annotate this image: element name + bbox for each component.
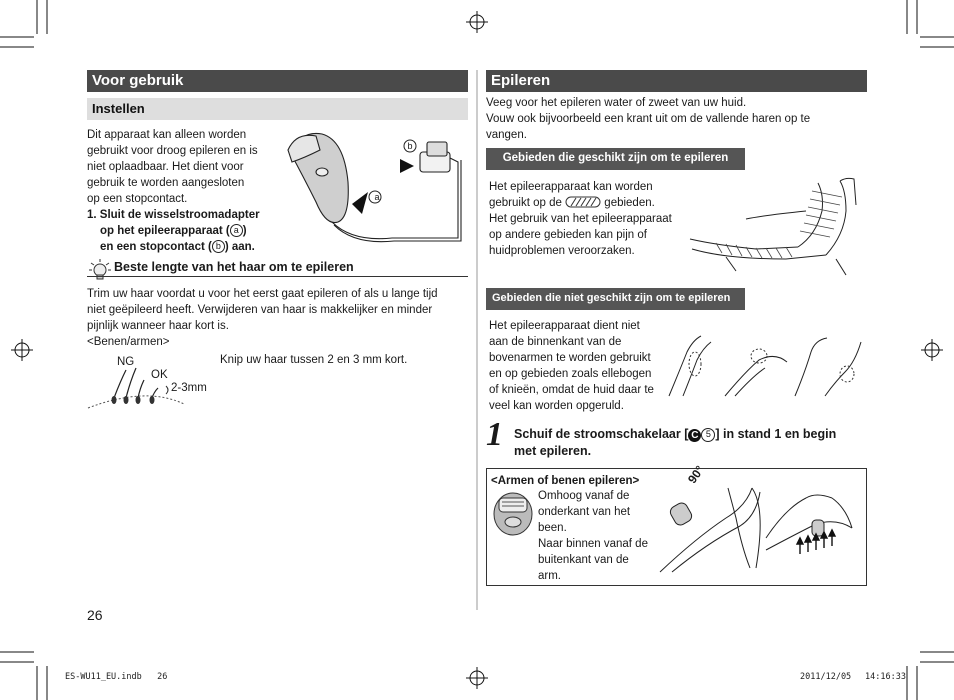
intro-line: Dit apparaat kan alleen worden — [87, 129, 247, 141]
callout-a-label: a — [374, 192, 380, 202]
intro-line: vangen. — [486, 129, 527, 141]
suitable-areas-text — [489, 179, 689, 259]
footer-date: 2011/12/05 — [800, 672, 852, 682]
suitable-line: op andere gebieden kan pijn of — [489, 229, 647, 241]
epilation-direction-illustration — [656, 478, 864, 574]
registration-mark-bottom — [466, 667, 488, 689]
suitable-line: Het gebruik van het epileerapparaat — [489, 213, 672, 225]
step-number: 1. — [87, 209, 97, 221]
page-number: 26 — [87, 607, 103, 623]
suitable-line: huidproblemen veroorzaken. — [489, 245, 635, 257]
arms-legs-box-title: <Armen of benen epileren> — [491, 475, 640, 487]
arrow-a-icon — [352, 192, 368, 214]
intro-line: gebruik te worden aangesloten — [87, 177, 245, 189]
tip-divider — [87, 276, 468, 277]
footer-time: 14:16:33 — [865, 672, 906, 682]
step-1-instructions — [87, 207, 287, 255]
tip-title: Beste lengte van het haar om te epileren — [114, 260, 354, 274]
subsection-title-instellen: Instellen — [87, 98, 468, 120]
arrow-b-icon — [400, 159, 414, 173]
step-line: ) aan. — [224, 241, 255, 253]
tip-line: pijnlijk wanneer haar kort is. — [87, 320, 229, 332]
tip-line: Trim uw haar voordat u voor het eerst gaat epileren of als u lange tijd — [87, 288, 438, 300]
section-title-epileren: Epileren — [486, 70, 867, 92]
instellen-intro — [87, 127, 277, 207]
unsuitable-areas-text — [489, 318, 689, 414]
suitable-line: Het epileerapparaat kan worden — [489, 181, 653, 193]
step-line: ) — [242, 225, 247, 237]
step-1-text — [514, 426, 869, 460]
epilator-head-icon — [492, 490, 534, 536]
epileren-intro — [486, 95, 867, 143]
unsuitable-line: en op gebieden zoals ellebogen — [489, 368, 652, 380]
unsuitable-line: aan de binnenkant van de — [489, 336, 622, 348]
step-number-1: 1 — [486, 416, 503, 453]
callout-a-marker: a — [230, 224, 243, 237]
intro-line: Veeg voor het epileren water of zweet van uw huid. — [486, 97, 747, 109]
hair-ok-label: OK — [151, 369, 168, 381]
unsuitable-line: bovenarmen te worden gebruikt — [489, 352, 651, 364]
unsuitable-line: Het epileerapparaat dient niet — [489, 320, 640, 332]
box-line: been. — [538, 522, 567, 534]
intro-line: niet oplaadbaar. Het dient voor — [87, 161, 244, 173]
suitable-line: gebruikt op de — [489, 197, 562, 209]
step-line: Sluit de wisselstroomadapter — [99, 209, 260, 221]
arms-legs-box-text — [538, 488, 658, 584]
tip-line: niet geëpileerd heeft. Verwijderen van haar is makkelijker en minder — [87, 304, 433, 316]
registration-mark-top — [466, 11, 488, 33]
box-line: Omhoog vanaf de — [538, 490, 630, 502]
step-text: ] in stand 1 en begin — [715, 427, 837, 441]
part-5-badge: 5 — [701, 428, 715, 442]
unsuitable-areas-illustration — [665, 332, 867, 398]
step-line: en een stopcontact ( — [100, 241, 212, 253]
suitable-line: gebieden. — [604, 197, 655, 209]
epilator-adapter-illustration — [282, 122, 468, 247]
unsuitable-line: veel kan worden opgeruld. — [489, 400, 624, 412]
suitable-areas-illustration — [686, 175, 864, 278]
box-line: onderkant van het — [538, 506, 631, 518]
hair-length-label: 2-3mm — [171, 382, 207, 394]
angle-label: 90° — [685, 463, 707, 487]
callout-b-marker: b — [212, 240, 225, 253]
unsuitable-areas-title: Gebieden die niet geschikt zijn om te epileren — [486, 288, 745, 310]
registration-mark-right — [921, 339, 943, 361]
hair-ng-label: NG — [117, 356, 135, 368]
trim-note: Knip uw haar tussen 2 en 3 mm kort. — [220, 354, 408, 366]
box-line: buitenkant van de — [538, 554, 629, 566]
suitable-areas-title: Gebieden die geschikt zijn om te epileren — [486, 148, 745, 170]
intro-line: op een stopcontact. — [87, 193, 188, 205]
callout-b-label: b — [407, 141, 413, 151]
footer-file: ES-WU11_EU.indb 26 — [65, 672, 168, 682]
legs-arms-label: <Benen/armen> — [87, 336, 170, 348]
hatched-area-icon — [565, 196, 601, 208]
part-c-badge: C — [688, 429, 701, 442]
registration-mark-left — [11, 339, 33, 361]
intro-line: gebruikt voor droog epileren en is — [87, 145, 258, 157]
step-text: met epileren. — [514, 444, 592, 458]
section-title-voor-gebruik: Voor gebruik — [87, 70, 468, 92]
unsuitable-line: of knieën, omdat de huid daar te — [489, 384, 654, 396]
step-text: Schuif de stroomschakelaar [ — [514, 427, 689, 441]
intro-line: Vouw ook bijvoorbeeld een krant uit om de vallende haren op te — [486, 113, 811, 125]
box-line: arm. — [538, 570, 561, 582]
step-line: op het epileerapparaat ( — [100, 225, 230, 237]
box-line: Naar binnen vanaf de — [538, 538, 648, 550]
tip-text — [87, 286, 468, 350]
